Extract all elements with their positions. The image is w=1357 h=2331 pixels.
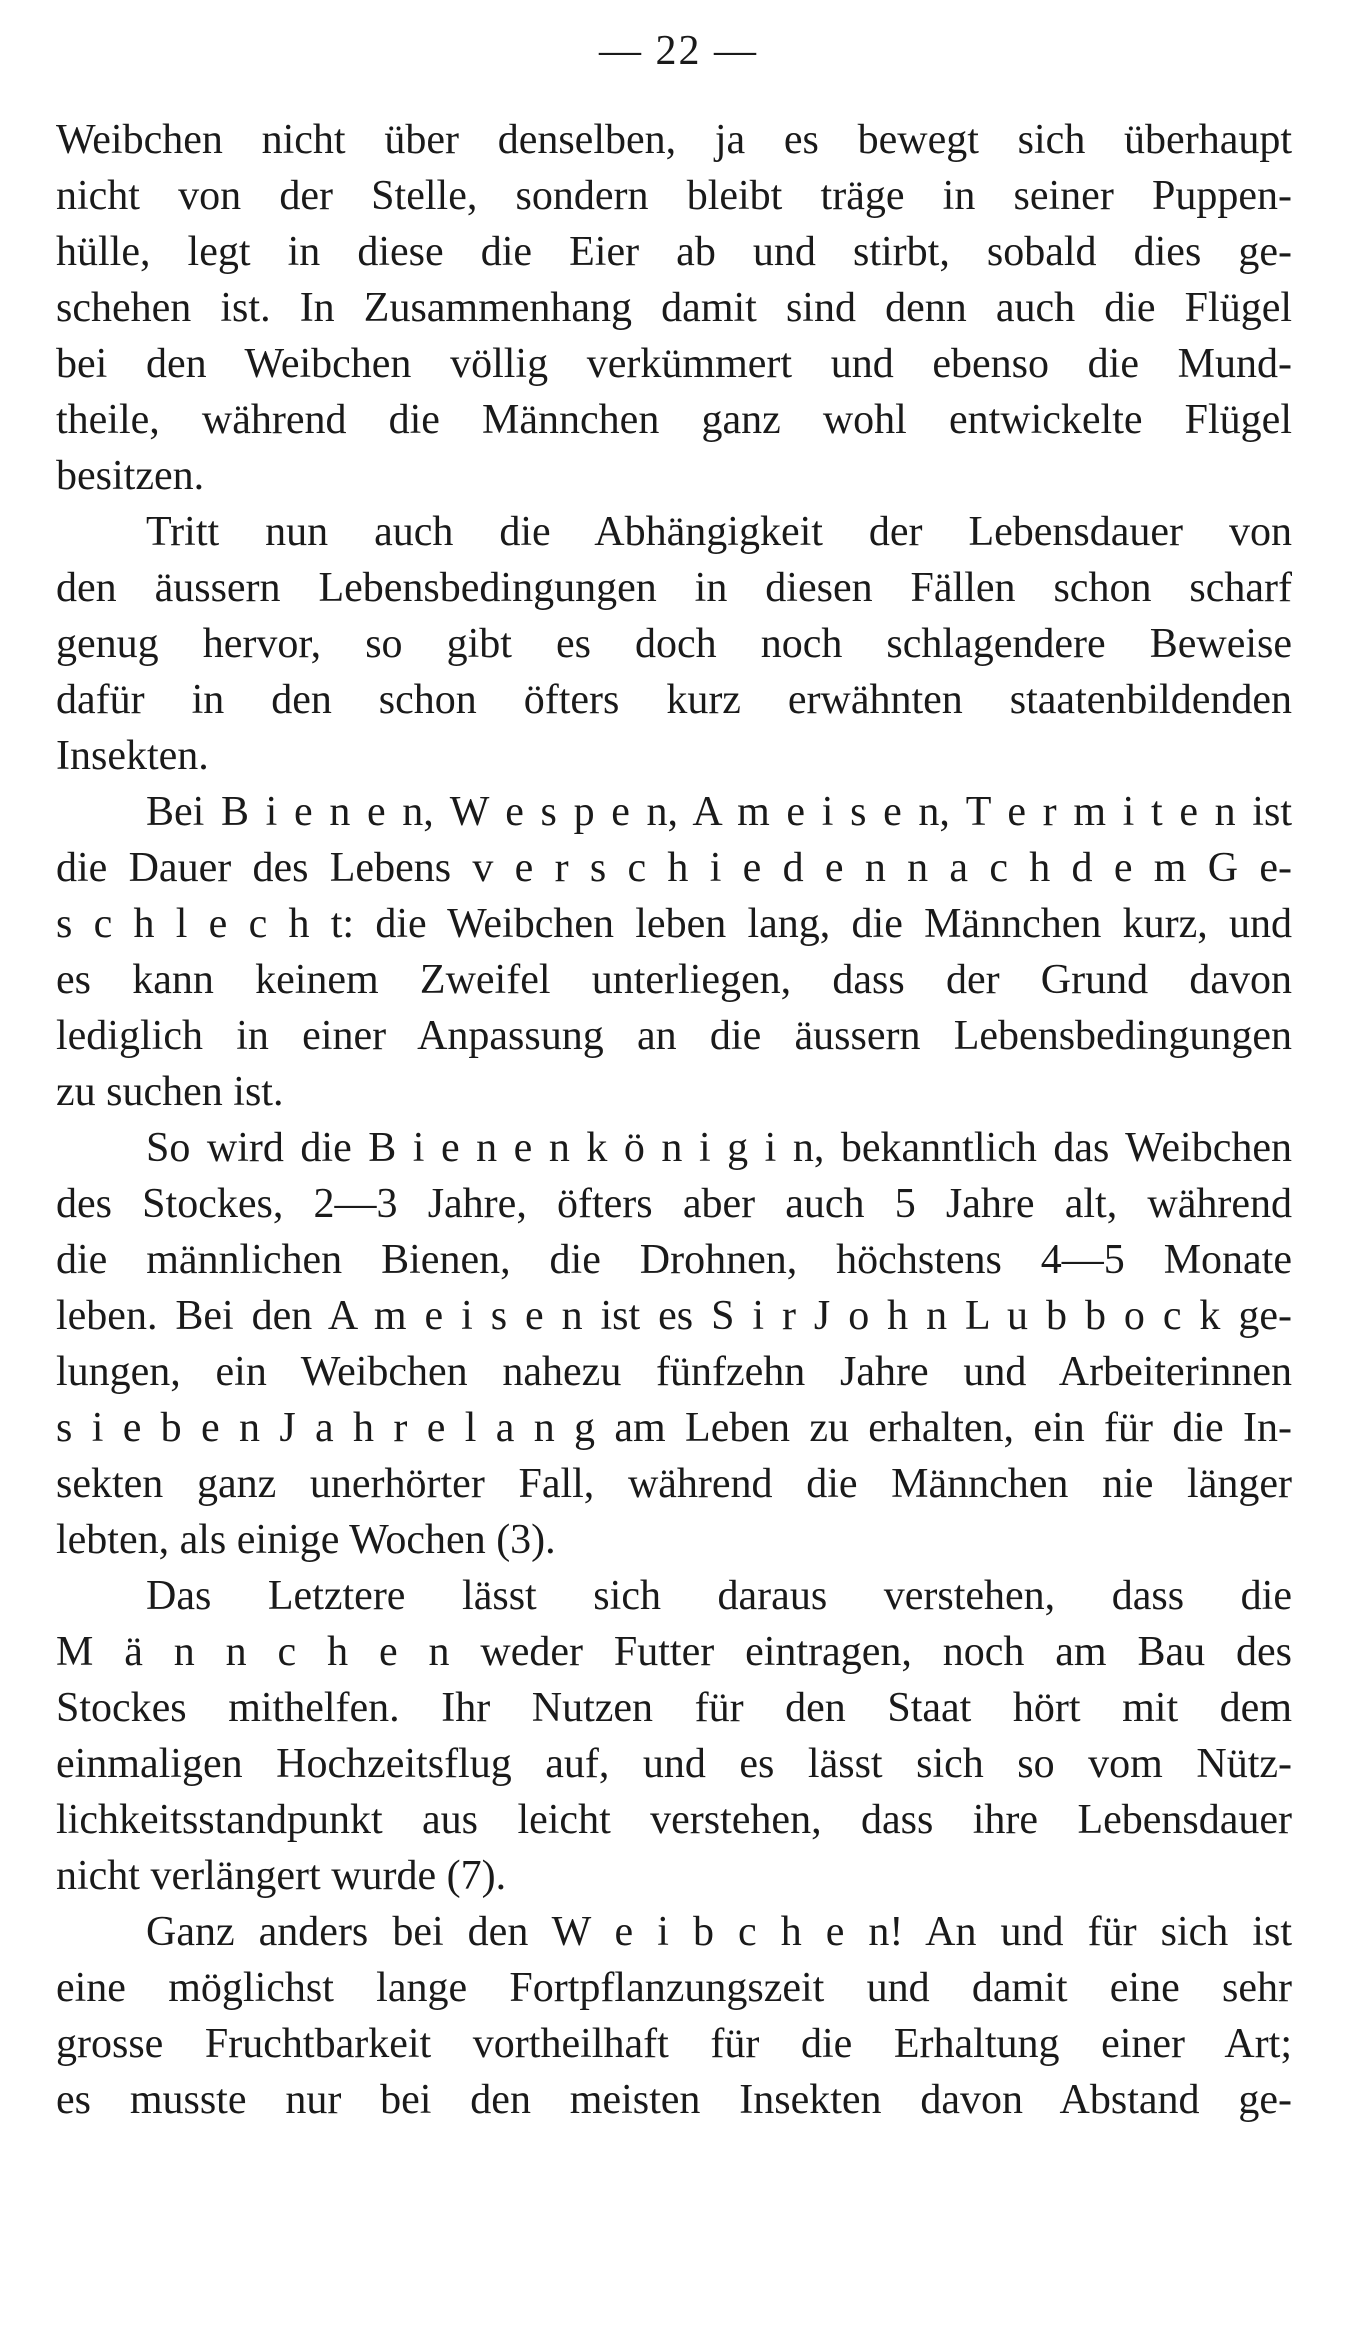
text-line: lebten, als einige Wochen (3). (56, 1517, 556, 1563)
text-line: genug hervor, so gibt es doch noch schlagendere Beweise (56, 621, 1292, 667)
text-line: lungen, ein Weibchen nahezu fünfzehn Jahre und Arbeiterinnen (56, 1349, 1292, 1395)
text-line: nicht verlängert wurde (7). (56, 1853, 507, 1899)
text-line: es musste nur bei den meisten Insekten davon Abstand ge- (56, 2077, 1292, 2123)
text-line: nicht von der Stelle, sondern bleibt träge in seiner Puppen- (56, 173, 1292, 219)
text-line: des Stockes, 2—3 Jahre, öfters aber auch 5 Jahre alt, während (56, 1181, 1292, 1227)
text-line: die männlichen Bienen, die Drohnen, höchstens 4—5 Monate (56, 1237, 1292, 1283)
body-text (56, 112, 1292, 2128)
text-line: bei den Weibchen völlig verkümmert und ebenso die Mund- (56, 341, 1292, 387)
text-line: M ä n n c h e n weder Futter eintragen, noch am Bau des (56, 1629, 1292, 1675)
text-line: eine möglichst lange Fortpflanzungszeit und damit eine sehr (56, 1965, 1292, 2011)
text-line: Ganz anders bei den W e i b c h e n! An und für sich ist (146, 1909, 1292, 1955)
text-line: lediglich in einer Anpassung an die äussern Lebensbedingungen (56, 1013, 1292, 1059)
text-line: hülle, legt in diese die Eier ab und stirbt, sobald dies ge- (56, 229, 1292, 275)
text-line: theile, während die Männchen ganz wohl entwickelte Flügel (56, 397, 1292, 443)
page-number: — 22 — (599, 28, 758, 74)
text-line: dafür in den schon öfters kurz erwähnten staatenbildenden (56, 677, 1292, 723)
text-line: Weibchen nicht über denselben, ja es bewegt sich überhaupt (56, 117, 1292, 163)
text-line: zu suchen ist. (56, 1069, 284, 1115)
text-line: Tritt nun auch die Abhängigkeit der Lebensdauer von (146, 509, 1292, 555)
text-line: sekten ganz unerhörter Fall, während die Männchen nie länger (56, 1461, 1292, 1507)
text-line: leben. Bei den A m e i s e n ist es S i r J o h n L u b b o c k ge- (56, 1293, 1292, 1339)
text-line: So wird die B i e n e n k ö n i g i n, bekanntlich das Weibchen (146, 1125, 1292, 1171)
text-line: Bei B i e n e n, W e s p e n, A m e i s e n, T e r m i t e n ist (146, 789, 1292, 835)
text-line: die Dauer des Lebens v e r s c h i e d e n n a c h d e m G e- (56, 845, 1292, 891)
text-line: den äussern Lebensbedingungen in diesen Fällen schon scharf (56, 565, 1292, 611)
text-line: schehen ist. In Zusammenhang damit sind denn auch die Flügel (56, 285, 1292, 331)
text-line: s c h l e c h t: die Weibchen leben lang, die Männchen kurz, und (56, 901, 1292, 947)
text-line: grosse Fruchtbarkeit vortheilhaft für die Erhaltung einer Art; (56, 2021, 1292, 2067)
text-line: es kann keinem Zweifel unterliegen, dass der Grund davon (56, 957, 1292, 1003)
text-line: lichkeitsstandpunkt aus leicht verstehen, dass ihre Lebensdauer (56, 1797, 1292, 1843)
text-line: einmaligen Hochzeitsflug auf, und es lässt sich so vom Nütz- (56, 1741, 1292, 1787)
text-line: Insekten. (56, 733, 209, 779)
text-line: Stockes mithelfen. Ihr Nutzen für den Staat hört mit dem (56, 1685, 1292, 1731)
text-line: Das Letztere lässt sich daraus verstehen, dass die (146, 1573, 1292, 1619)
text-line: s i e b e n J a h r e l a n g am Leben zu erhalten, ein für die In- (56, 1405, 1292, 1451)
text-line: besitzen. (56, 453, 205, 499)
